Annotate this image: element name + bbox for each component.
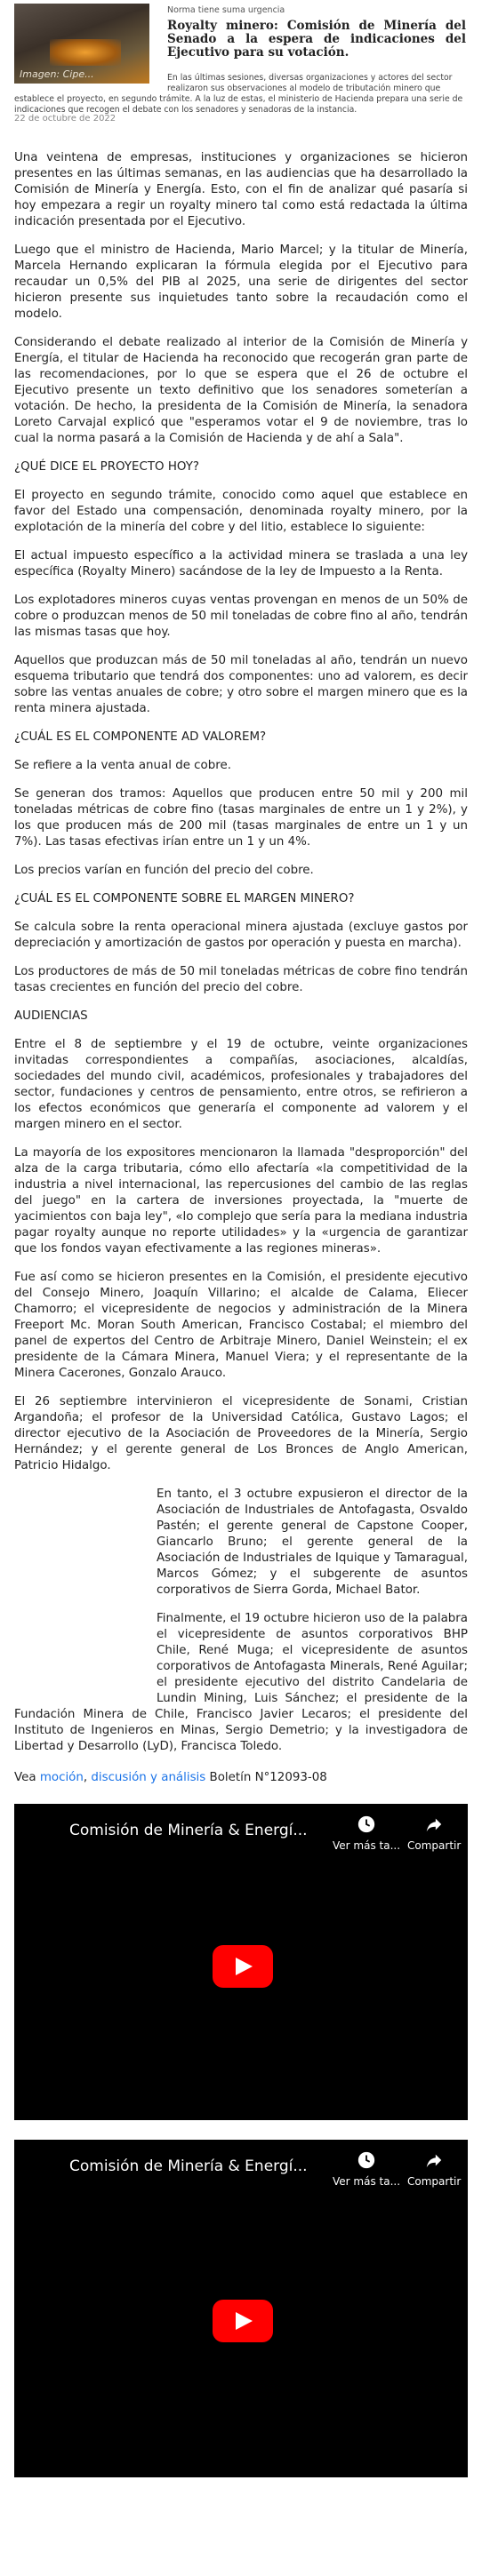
paragraph: Los explotadores mineros cuyas ventas provengan en menos de un 50% de cobre o produzcan menos de 50 mil toneladas de cobre fino al año, tendrán las mismas tasas que hoy. <box>14 594 468 639</box>
share-button[interactable] <box>407 2150 461 2188</box>
article-date: 22 de octubre de 2022 <box>14 114 116 124</box>
paragraph: Se generan dos tramos: Aquellos que producen entre 50 mil y 200 mil toneladas métricas de cobre fino (tasas marginales de entre un 1 y 2%), y los que producen más de 200 mil (tasas marginales de entre un 1 y un 7%). Las tasas efectivas irían entre un 1 y un 4%. <box>14 787 468 849</box>
mocion-link[interactable]: moción <box>39 1771 84 1784</box>
discusion-link[interactable]: discusión y análisis <box>91 1771 206 1784</box>
paragraph: Aquellos que produzcan más de 50 mil toneladas al año, tendrán un nuevo esquema tributario que tendrá dos componentes: uno ad valorem, es decir sobre las ventas anuales de cobre; y otro sobre el margen minero que es la renta minera ajustada. <box>14 654 468 715</box>
paragraph: La mayoría de los expositores mencionaron la llamada "desproporción" del alza de la carga tributaria, cómo ello afectaría «la competitividad de la industria a nivel internacional, las repercusiones del cambio de las reglas del juego" en la cartera de inversiones proyectada, la "muerte de yacimientos con baja ley", «lo complejo que sería para la mediana industria pagar royalty aunque no reporte utilidades» y la «urgencia de garantizar que los fondos vayan efectivamente a las regiones mineras». <box>14 1146 468 1256</box>
video-title[interactable]: Comisión de Minería & Energí... <box>69 1822 308 1839</box>
paragraph: Se refiere a la venta anual de cobre. <box>14 759 231 772</box>
share-label: Compartir <box>407 1839 462 1852</box>
clock-icon <box>357 1814 376 1834</box>
play-button[interactable] <box>213 1945 273 1988</box>
paragraph: Considerando el debate realizado al interior de la Comisión de Minería y Energía, el titular de Hacienda ha reconocido que recogerán gran parte de las recomendaciones, por lo que se espera que el 26 de octubre el Ejecutivo presente un texto definitivo que los senadores someterían a votación. De hecho, la presidenta de la Comisión de Minería, la senadora Loreto Carvajal explicó que "esperamos votar el 9 de noviembre, tras lo cual la norma pasará a la Comisión de Hacienda y de ahí a Sala". <box>14 336 468 445</box>
watch-later-button[interactable] <box>333 1814 400 1852</box>
paragraph: El actual impuesto específico a la actividad minera se traslada a una ley específica (Royalty Minero) sacándose de la ley de Impuesto a la Renta. <box>14 549 468 578</box>
paragraph: El 26 septiembre intervinieron el vicepresidente de Sonami, Cristian Argandoña; el profesor de la Universidad Católica, Gustavo Lagos; el director ejecutivo de la Asociación de Proveedores de la Minería, Sergio Hernández; y el gerente general de Los Bronces de Anglo American, Patricio Hidalgo. <box>14 1395 468 1472</box>
share-icon <box>424 2150 444 2170</box>
paragraph: En tanto, el 3 octubre expusieron el director de la Asociación de Industriales de Antofagasta, Osvaldo Pastén; el gerente general de Capstone Cooper, Giancarlo Bruno; el gerente general de la Asociación de Industriales de Iquique y Tamaragual, Marcos Gómez; y el subgerente de asuntos corporativos de Sierra Gorda, Michael Bator. <box>157 1487 468 1597</box>
play-icon <box>236 1958 253 1975</box>
share-label: Compartir <box>407 2175 462 2188</box>
clock-icon <box>357 2150 376 2170</box>
section-heading: ¿CUÁL ES EL COMPONENTE SOBRE EL MARGEN MINERO? <box>14 892 355 905</box>
video-embed[interactable] <box>14 1804 468 2120</box>
article-body <box>0 150 482 1755</box>
summary-rest: establece el proyecto, en segundo trámite. A la luz de estas, el ministerio de Hacienda prepara una serie de indicaciones que recogen el debate con los senadores y senadoras de la instancia. <box>14 94 463 115</box>
float-spacer <box>14 1487 157 1696</box>
article-header <box>0 0 482 115</box>
share-button[interactable] <box>407 1814 461 1852</box>
section-heading: ¿QUÉ DICE EL PROYECTO HOY? <box>14 460 199 474</box>
links-separator: , <box>83 1771 88 1784</box>
play-icon <box>236 2312 253 2330</box>
article-kicker: Norma tiene suma urgencia <box>167 5 285 15</box>
watch-later-label: Ver más ta... <box>333 2175 401 2188</box>
paragraph: Los precios varían en función del precio del cobre. <box>14 864 314 877</box>
watch-later-button[interactable] <box>333 2150 400 2188</box>
article-summary <box>14 73 466 116</box>
section-heading: ¿CUÁL ES EL COMPONENTE AD VALOREM? <box>14 730 267 744</box>
paragraph: Luego que el ministro de Hacienda, Mario Marcel; y la titular de Minería, Marcela Hernando explicaran la fórmula elegida por el Ejecutivo para recaudar un 0,5% del PIB al 2025, una serie de dirigentes del sector hicieron presente sus inquietudes tanto sobre la recaudación como el modelo. <box>14 243 468 321</box>
paragraph: Finalmente, el 19 octubre hicieron uso de la palabra el vicepresidente de asuntos corporativos BHP Chile, René Muga; el vicepresidente de asuntos corporativos de Antofagasta Minerals, René Aguilar; el presidente ejecutivo del distrito Candelaria de Lundin Mining, Luis Sánchez; el presidente de la Fundación Minera de Chile, Francisco Javier Lecaros; el presidente del Instituto de Ingenieros en Minas, Sergio Demetrio; y la investigadora de Libertad y Desarrollo (LyD), Francisca Toledo. <box>14 1612 468 1753</box>
thumbnail-caption: Imagen: Cipe... <box>20 68 94 80</box>
share-icon <box>424 1814 444 1834</box>
article-title: Royalty minero: Comisión de Minería del Senado a la espera de indicaciones del Ejecutivo para su votación. <box>167 19 466 60</box>
section-heading: AUDIENCIAS <box>14 1009 88 1023</box>
paragraph: Fue así como se hicieron presentes en la Comisión, el presidente ejecutivo del Consejo Minero, Joaquín Villarino; el alcalde de Calama, Eliecer Chamorro; el vicepresidente de negocios y administración de la Minera Freeport Mc. Moran South American, Francisco Costabal; el miembro del panel de expertos del Centro de Arbitraje Minero, Daniel Weinstein; el ex presidente de la Cámara Minera, Manuel Viera; y el representante de la Minera Cacerones, Gonzalo Arauco. <box>14 1271 468 1380</box>
bulletin-number: Boletín N°12093-08 <box>209 1771 327 1784</box>
article-thumbnail[interactable] <box>14 4 149 84</box>
thumbnail-glow <box>50 39 121 66</box>
paragraph: Se calcula sobre la renta operacional minera ajustada (excluye gastos por depreciación y amortización de gastos por operación y puesta en marcha). <box>14 921 468 950</box>
summary-indented: En las últimas sesiones, diversas organizaciones y actores del sector realizaron sus observaciones al modelo de tributación minero que <box>167 73 453 93</box>
paragraph: Entre el 8 de septiembre y el 19 de octubre, veinte organizaciones invitadas correspondientes a compañías, asociaciones, alcaldías, sociedades del mundo civil, académicos, profesionales y trabajadores del sector, fundaciones y centros de pensamiento, entre otros, se refirieron a los efectos económicos que generaría el componente ad valorem y el margen minero en el sector. <box>14 1038 468 1131</box>
paragraph: El proyecto en segundo trámite, conocido como aquel que establece en favor del Estado una compensación, denominada royalty minero, por la explotación de la minería del cobre y del litio, establece lo siguiente: <box>14 489 468 534</box>
links-prefix: Vea <box>14 1771 36 1784</box>
paragraph: Una veintena de empresas, instituciones y organizaciones se hicieron presentes en las últimas semanas, en las audiencias que ha desarrollado la Comisión de Minería y Energía. Esto, con el fin de analizar qué pasaría si hoy empezara a regir un royalty minero tal como está redactada la última indicación presentada por el Ejecutivo. <box>14 151 468 228</box>
video-title[interactable]: Comisión de Minería & Energí... <box>69 2157 308 2175</box>
related-links <box>14 1771 468 1784</box>
video-embed[interactable] <box>14 2140 468 2477</box>
watch-later-label: Ver más ta... <box>333 1839 401 1852</box>
paragraph: Los productores de más de 50 mil toneladas métricas de cobre fino tendrán tasas crecientes en función del precio del cobre. <box>14 965 468 994</box>
play-button[interactable] <box>213 2300 273 2342</box>
